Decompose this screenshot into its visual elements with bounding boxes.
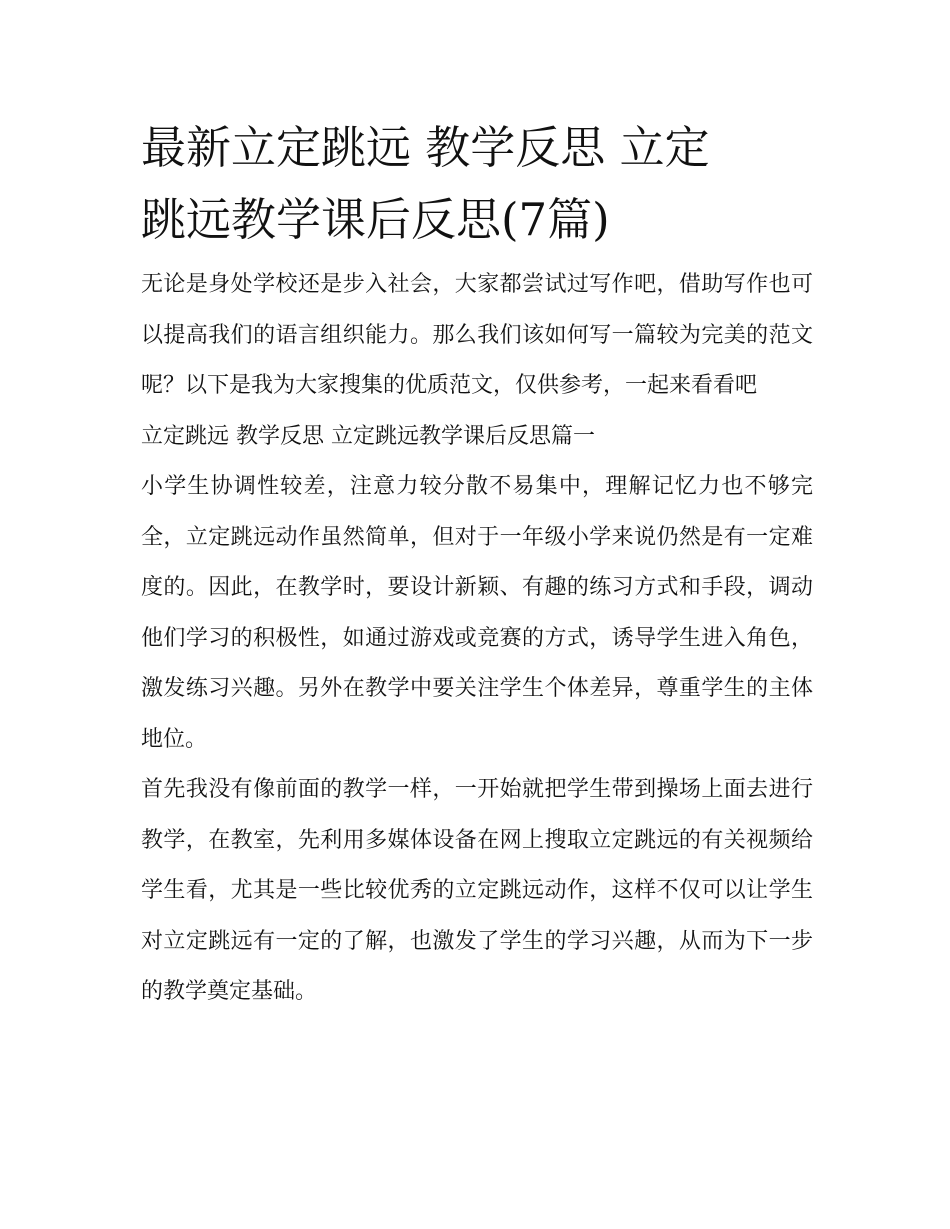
body-paragraph-2: 首先我没有像前面的教学一样，一开始就把学生带到操场上面去进行教学，在教室，先利用多媒体设备在网上搜取立定跳远的有关视频给学生看，尤其是一些比较优秀的立定跳远动作，这样不仅可以让学生对立定跳远有一定的了解，也激发了学生的学习兴趣，从而为下一步的教学奠定基础。 <box>141 777 813 1004</box>
document-page <box>141 112 813 1018</box>
title-line-1: 最新立定跳远 教学反思 立定 <box>141 121 710 174</box>
intro-paragraph: 无论是身处学校还是步入社会，大家都尝试过写作吧，借助写作也可以提高我们的语言组织能力。那么我们该如何写一篇较为完美的范文呢？以下是我为大家搜集的优质范文，仅供参考，一起来看看吧 <box>141 272 813 398</box>
body-paragraph-1: 小学生协调性较差，注意力较分散不易集中，理解记忆力也不够完全，立定跳远动作虽然简单，但对于一年级小学来说仍然是有一定难度的。因此，在教学时，要设计新颖、有趣的练习方式和手段，调动他们学习的积极性，如通过游戏或竞赛的方式，诱导学生进入角色，激发练习兴趣。另外在教学中要关注学生个体差异，尊重学生的主体地位。 <box>141 474 813 752</box>
document-title <box>141 112 813 256</box>
title-line-2: 跳远教学课后反思(7篇) <box>141 193 610 246</box>
section-heading: 立定跳远 教学反思 立定跳远教学课后反思篇一 <box>141 423 595 449</box>
